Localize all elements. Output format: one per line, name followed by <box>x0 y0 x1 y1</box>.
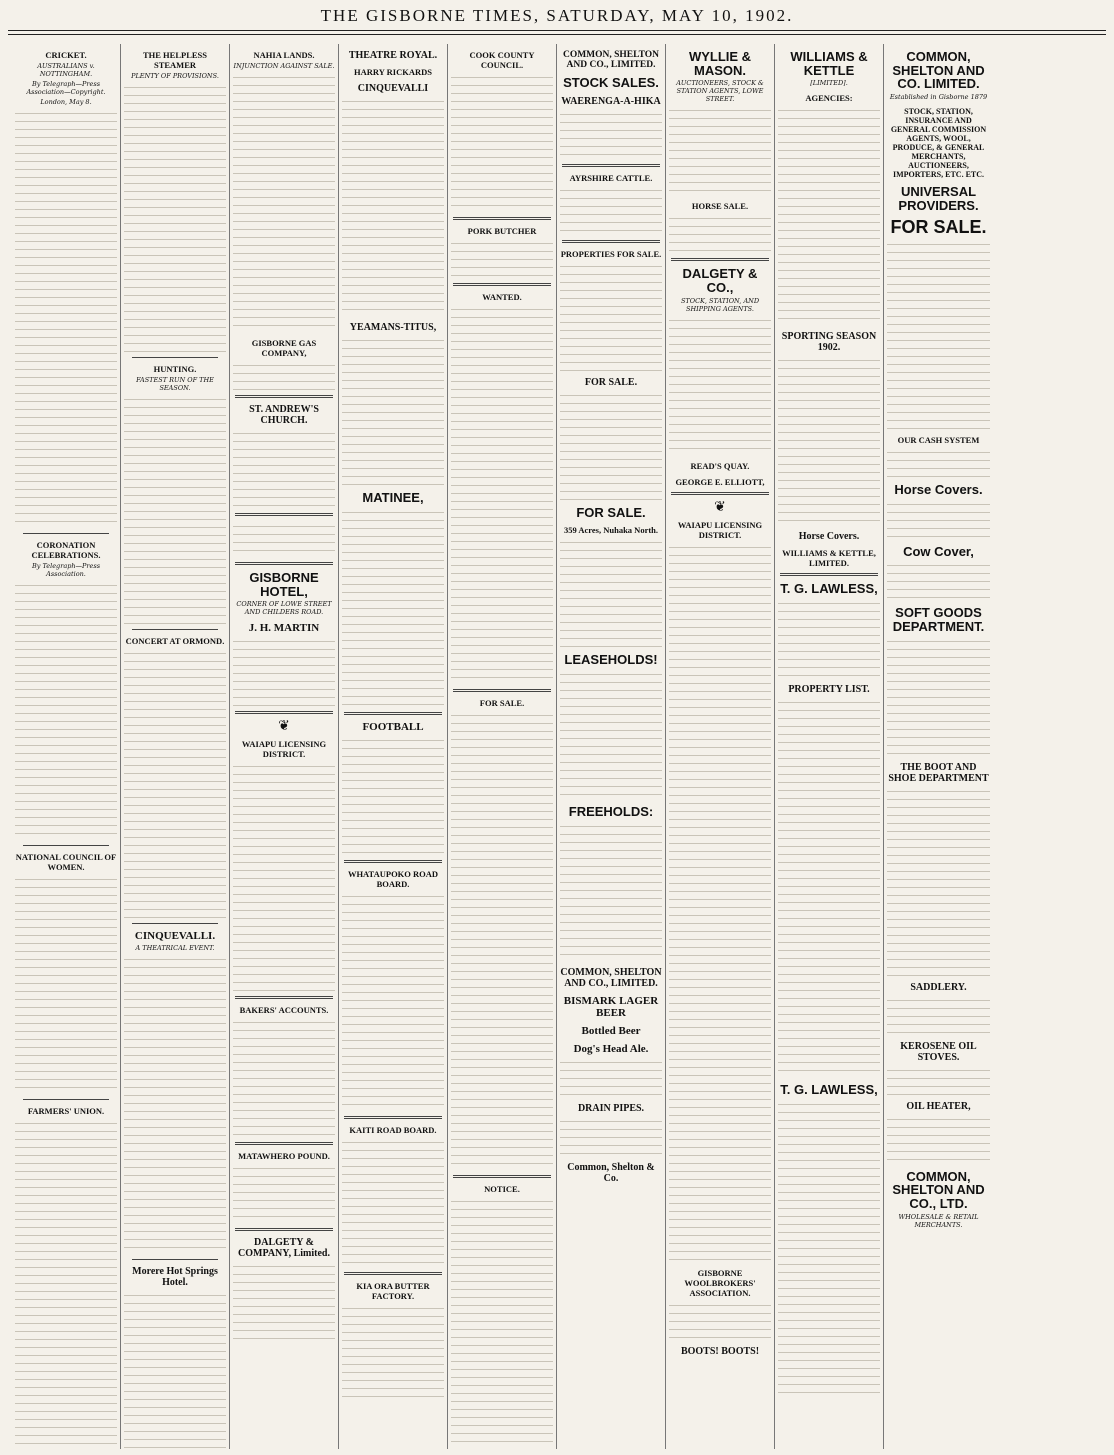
matawhero-pound-heading: MATAWHERO POUND. <box>238 1151 330 1162</box>
column-8 <box>775 44 884 1449</box>
dalgety-co-body <box>669 315 771 455</box>
column-1 <box>12 44 121 1449</box>
established-subheading: Established in Gisborne 1879 <box>889 92 988 101</box>
coronation-heading: CORONATION CELEBRATIONS. <box>31 540 101 560</box>
for-sale-large-heading: FOR SALE. <box>890 217 987 238</box>
gisborne-hotel-body <box>233 636 335 706</box>
divider <box>235 1228 333 1231</box>
farmers-union-body <box>15 1118 117 1449</box>
coronation-body <box>15 580 117 840</box>
reads-quay-heading: READ'S QUAY. <box>690 460 750 471</box>
kaiti-heading: KAITI ROAD BOARD. <box>349 1124 437 1135</box>
divider <box>344 1116 442 1119</box>
wyllie-mason-body <box>669 105 771 195</box>
notice-body <box>451 1196 553 1446</box>
masthead-rule-top <box>8 30 1106 31</box>
saddlery-heading: SADDLERY. <box>910 981 967 993</box>
cricket-subheading: AUSTRALIANS v. NOTTINGHAM. <box>37 62 95 78</box>
nuhaka-subheading: 359 Acres, Nuhaka North. <box>563 525 659 536</box>
for-sale-heading-2: FOR SALE. <box>576 504 646 520</box>
williams-kettle-footer: WILLIAMS & KETTLE, LIMITED. <box>782 548 876 569</box>
horse-covers-heading-2: Horse Covers. <box>894 482 983 498</box>
dalgety-body <box>233 1261 335 1341</box>
for-sale-heading: FOR SALE. <box>479 698 525 708</box>
freeholds-body <box>560 821 662 961</box>
woolbrokers-heading: GISBORNE WOOLBROKERS' ASSOCIATION. <box>684 1267 756 1298</box>
kerosene-body <box>887 1065 990 1095</box>
sporting-season-heading: SPORTING SEASON 1902. <box>781 331 877 354</box>
divider <box>235 1142 333 1145</box>
licensing-heading: WAIAPU LICENSING DISTRICT. <box>241 739 327 760</box>
boots-heading: BOOTS! BOOTS! <box>680 1345 760 1357</box>
hunting-heading: HUNTING. <box>153 364 197 374</box>
leaseholds-heading: LEASEHOLDS! <box>564 652 658 668</box>
concert-heading: CONCERT AT ORMOND. <box>125 636 225 646</box>
wholesale-retail-subheading: WHOLESALE & RETAIL MERCHANTS. <box>898 1212 979 1229</box>
wanted-heading: WANTED. <box>482 292 522 302</box>
council-of-women-body <box>15 874 117 1094</box>
bottled-beer-heading: Bottled Beer <box>581 1024 641 1037</box>
matawhero-pound-body <box>233 1163 335 1223</box>
bismark-heading: BISMARK LAGER BEER <box>563 994 659 1019</box>
nahia-heading: NAHIA LANDS. <box>253 50 315 60</box>
oil-heater-heading: OIL HEATER, <box>906 1100 971 1112</box>
masthead-rule-bottom <box>8 34 1106 35</box>
properties-body <box>560 261 662 371</box>
wanted-body <box>451 304 553 684</box>
pork-butcher-body <box>451 238 553 278</box>
property-list-body <box>778 697 880 1077</box>
concert-body <box>124 648 226 918</box>
horse-covers-heading: Horse Covers. <box>798 531 860 543</box>
cow-cover-body <box>887 560 990 600</box>
oil-heater-body <box>887 1114 990 1164</box>
theatre-body <box>342 96 444 316</box>
column-2 <box>121 44 230 1449</box>
leaseholds-body <box>560 669 662 799</box>
horse-sale-body <box>669 213 771 253</box>
whataupoko-body <box>342 891 444 1111</box>
drain-pipes-heading: DRAIN PIPES. <box>577 1102 645 1114</box>
divider <box>23 1099 109 1100</box>
masthead-title: THE GISBORNE TIMES, SATURDAY, MAY 10, 1902. <box>320 6 794 25</box>
bakers-body <box>233 1017 335 1137</box>
licensing-body-2 <box>778 1099 880 1399</box>
hunting-subheading: FASTEST RUN OF THE SEASON. <box>136 376 214 392</box>
freeholds-heading: FREEHOLDS: <box>568 803 654 819</box>
sporting-season-body <box>778 355 880 525</box>
gisborne-hotel-heading: GISBORNE HOTEL, <box>249 570 319 599</box>
column-4 <box>339 44 448 1449</box>
waerenga-heading: WAERENGA-A-HIKA <box>561 95 661 107</box>
nuhaka-body <box>560 537 662 647</box>
reads-quay-owner: GEORGE E. ELLIOTT, <box>675 476 765 487</box>
drain-pipes-body <box>560 1116 662 1156</box>
kaiti-body <box>342 1137 444 1267</box>
kia-ora-body <box>342 1303 444 1403</box>
matinee-body <box>342 507 444 707</box>
williams-kettle-heading: WILLIAMS & KETTLE <box>790 49 868 78</box>
boot-shoe-heading: THE BOOT AND SHOE DEPARTMENT <box>888 761 989 784</box>
football-heading: FOOTBALL <box>362 720 424 733</box>
divider <box>132 357 218 358</box>
wyllie-mason-heading: WYLLIE & MASON. <box>688 49 752 78</box>
theatre-act: HARRY RICKARDS <box>353 67 432 77</box>
common-shelton-footer-heading: COMMON, SHELTON AND CO., LTD. <box>892 1168 985 1211</box>
crest-icon: ❦ <box>714 498 726 515</box>
cricket-byline: By Telegraph—Press Association—Copyright. <box>26 80 106 96</box>
yeamans-heading: YEAMANS-TITUS, <box>349 322 437 333</box>
divider <box>671 492 769 495</box>
football-body <box>342 735 444 855</box>
universal-providers-heading: UNIVERSAL PROVIDERS. <box>898 183 979 213</box>
cook-county-body <box>451 72 553 212</box>
wyllie-mason-subheading: AUCTIONEERS, STOCK & STATION AGENTS, LOWE STREET. <box>676 79 764 104</box>
divider <box>235 562 333 565</box>
steamer-body <box>124 82 226 352</box>
divider <box>132 629 218 630</box>
boot-shoe-body <box>887 786 990 976</box>
ayrshire-heading: AYRSHIRE CATTLE. <box>569 172 653 183</box>
common-shelton-limited-heading: COMMON, SHELTON AND CO. LIMITED. <box>892 49 985 92</box>
column-9 <box>884 44 993 1449</box>
saddlery-body <box>887 995 990 1035</box>
common-shelton-heading-2: COMMON, SHELTON AND CO., LIMITED. <box>560 966 662 989</box>
common-shelton-heading: COMMON, SHELTON AND CO., LIMITED. <box>562 50 660 70</box>
agencies-body <box>778 105 880 325</box>
divider <box>23 533 109 534</box>
whataupoko-heading: WHATAUPOKO ROAD BOARD. <box>347 868 439 889</box>
column-5 <box>448 44 557 1449</box>
farmers-union-heading: FARMERS' UNION. <box>27 1106 105 1116</box>
cash-system-body <box>887 447 990 477</box>
kia-ora-heading: KIA ORA BUTTER FACTORY. <box>356 1280 430 1301</box>
horse-sale-heading: HORSE SALE. <box>691 201 749 212</box>
cricket-dateline: London, May 8. <box>40 98 92 106</box>
lawless-heading-2: T. G. LAWLESS, <box>780 1081 878 1097</box>
morere-heading: Morere Hot Springs Hotel. <box>132 1266 218 1288</box>
agencies-heading: AGENCIES: <box>805 93 853 104</box>
soft-goods-body <box>887 636 990 756</box>
property-list-heading: PROPERTY LIST. <box>788 683 870 695</box>
cash-system-heading: OUR CASH SYSTEM <box>897 435 980 446</box>
column-6 <box>557 44 666 1449</box>
gas-company-body <box>233 360 335 390</box>
for-sale-heading-1: FOR SALE. <box>584 376 638 388</box>
divider <box>453 1175 551 1178</box>
for-sale-body <box>451 710 553 1170</box>
beer-body <box>560 1057 662 1097</box>
nahia-subheading: INJUNCTION AGAINST SALE. <box>233 62 335 70</box>
for-sale-large-body <box>887 239 990 429</box>
licensing-heading-1: WAIAPU LICENSING DISTRICT. <box>677 519 763 540</box>
yeamans-body <box>342 335 444 485</box>
cinquevalli-heading: CINQUEVALLI. <box>134 930 216 942</box>
waerenga-body <box>560 109 662 159</box>
divider <box>344 712 442 715</box>
dalgety-co-heading: DALGETY & CO., <box>682 266 758 295</box>
licensing-body-1 <box>669 542 771 1262</box>
agents-heading: STOCK, STATION, INSURANCE AND GENERAL COMMISSION AGENTS, WOOL, PRODUCE, & GENERAL MERCHANTS, AUCTIONEERS, IMPORTERS, ETC. ETC. <box>890 106 987 179</box>
notice-heading: NOTICE. <box>484 1184 520 1194</box>
cricket-body <box>15 108 117 528</box>
matinee-heading: MATINEE, <box>362 490 424 505</box>
woolbrokers-body <box>669 1300 771 1340</box>
hunting-body <box>124 394 226 624</box>
st-andrews-body <box>233 428 335 508</box>
divider <box>453 283 551 286</box>
cinquevalli-body <box>124 954 226 1254</box>
column-7 <box>666 44 775 1449</box>
divider <box>235 711 333 714</box>
ayrshire-body <box>560 185 662 235</box>
pork-butcher-heading: PORK BUTCHER <box>467 226 537 236</box>
divider <box>562 164 660 167</box>
common-shelton-footer: Common, Shelton & Co. <box>567 1161 655 1184</box>
cook-county-heading: COOK COUNTY COUNCIL. <box>469 50 535 70</box>
cricket-heading: CRICKET. <box>45 50 87 60</box>
newspaper-columns <box>12 44 1106 1449</box>
divider <box>562 240 660 243</box>
divider <box>235 513 333 516</box>
divider <box>453 689 551 692</box>
lawless-body <box>778 598 880 678</box>
divider <box>453 217 551 220</box>
theatre-heading: THEATRE ROYAL. <box>348 50 438 61</box>
soft-goods-heading: SOFT GOODS DEPARTMENT. <box>892 605 985 635</box>
gisborne-hotel-subheading: CORNER OF LOWE STREET AND CHILDERS ROAD. <box>236 600 332 617</box>
divider <box>344 860 442 863</box>
horse-covers-body <box>887 499 990 539</box>
licensing-body <box>233 761 335 991</box>
divider <box>344 1272 442 1275</box>
divider <box>132 923 218 924</box>
dalgety-heading: DALGETY & COMPANY, Limited. <box>238 1237 330 1260</box>
divider <box>23 845 109 846</box>
gisborne-hotel-owner: J. H. MARTIN <box>248 622 320 635</box>
coronation-byline: By Telegraph—Press Association. <box>31 562 101 578</box>
divider <box>235 996 333 999</box>
dogs-head-heading: Dog's Head Ale. <box>573 1042 649 1055</box>
properties-heading: PROPERTIES FOR SALE. <box>560 248 662 259</box>
st-andrews-heading: ST. ANDREW'S CHURCH. <box>249 404 319 426</box>
morere-body <box>124 1290 226 1449</box>
divider <box>780 573 878 576</box>
cow-cover-heading: Cow Cover, <box>903 543 974 559</box>
williams-kettle-subheading: [LIMITED]. <box>810 79 848 88</box>
divider <box>235 395 333 398</box>
ballance-juvenile-notice <box>233 521 335 557</box>
divider <box>671 258 769 261</box>
steamer-subheading: PLENTY OF PROVISIONS. <box>131 72 219 80</box>
column-3 <box>230 44 339 1449</box>
for-sale-body-1 <box>560 390 662 500</box>
bakers-heading: BAKERS' ACCOUNTS. <box>239 1005 329 1016</box>
crest-icon: ❦ <box>278 718 290 735</box>
council-of-women-heading: NATIONAL COUNCIL OF WOMEN. <box>15 852 117 872</box>
kerosene-heading: KEROSENE OIL STOVES. <box>900 1040 977 1063</box>
steamer-heading: THE HELPLESS STEAMER <box>142 50 207 70</box>
cinquevalli-subheading: A THEATRICAL EVENT. <box>135 944 215 952</box>
stock-sales-heading: STOCK SALES. <box>563 75 659 90</box>
divider <box>132 1259 218 1260</box>
gas-company-heading: GISBORNE GAS COMPANY, <box>251 338 317 358</box>
lawless-heading: T. G. LAWLESS, <box>780 581 878 597</box>
theatre-star: CINQUEVALLI <box>357 83 429 94</box>
dalgety-co-subheading: STOCK, STATION, AND SHIPPING AGENTS. <box>680 296 760 313</box>
nahia-body <box>233 72 335 332</box>
